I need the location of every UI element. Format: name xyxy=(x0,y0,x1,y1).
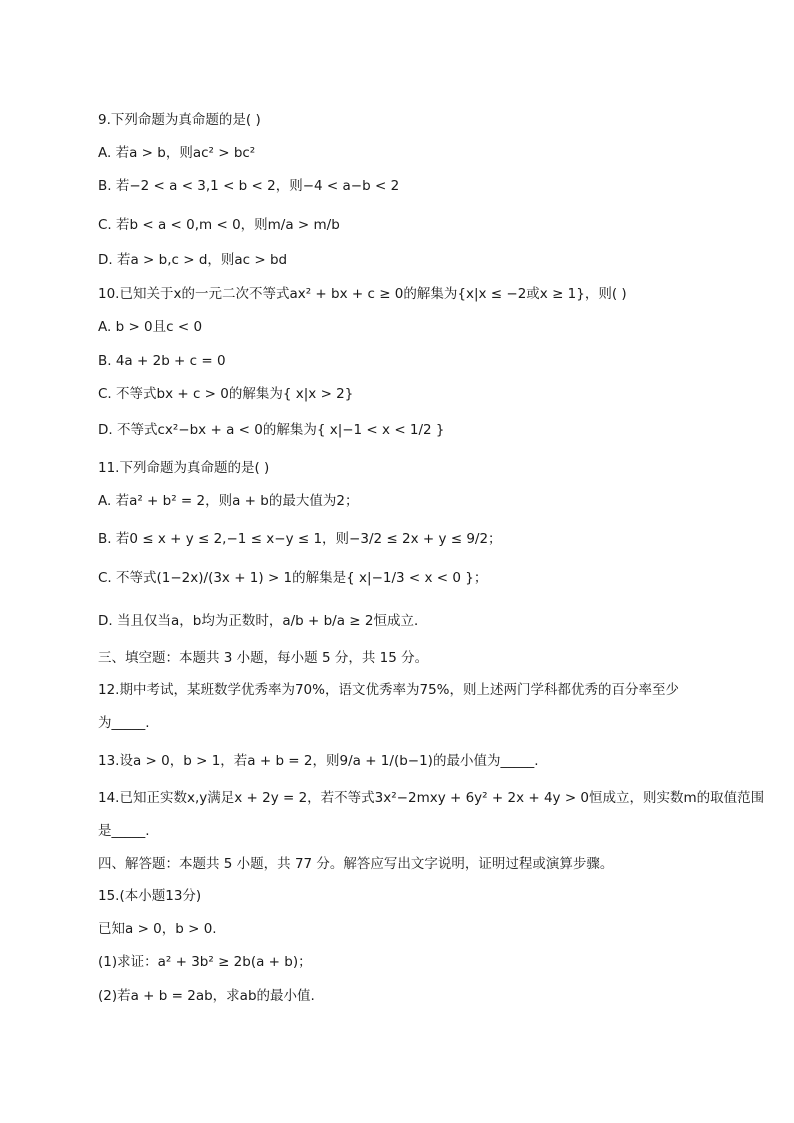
q15-part-2: (2)若a + b = 2ab，求ab的最小值. xyxy=(98,988,315,1004)
q12-line-1: 12.期中考试，某班数学优秀率为70%，语文优秀率为75%，则上述两门学科都优秀的百分率至少 xyxy=(98,682,679,698)
section-3-heading: 三、填空题：本题共 3 小题，每小题 5 分，共 15 分。 xyxy=(98,650,429,666)
q14-line-1: 14.已知正实数x,y满足x + 2y = 2，若不等式3x²−2mxy + 6y² + 2x + 4y > 0恒成立，则实数m的取值范围 xyxy=(98,790,765,806)
q11-option-a: A. 若a² + b² = 2，则a + b的最大值为2； xyxy=(98,493,359,509)
q13: 13.设a > 0，b > 1，若a + b = 2，则9/a + 1/(b−1)的最小值为_____. xyxy=(98,753,539,769)
q10-option-a: A. b > 0且c < 0 xyxy=(98,319,203,335)
q11-option-c: C. 不等式(1−2x)/(3x + 1) > 1的解集是{ x|−1/3 < x < 0 }； xyxy=(98,570,488,586)
q14-line-2: 是_____. xyxy=(98,823,150,839)
q10-stem: 10.已知关于x的一元二次不等式ax² + bx + c ≥ 0的解集为{x|x ≤ −2或x ≥ 1}，则( ) xyxy=(98,286,627,302)
q11-option-d: D. 当且仅当a，b均为正数时，a/b + b/a ≥ 2恒成立． xyxy=(98,613,428,629)
q15-part-1: (1)求证：a² + 3b² ≥ 2b(a + b)； xyxy=(98,954,312,970)
q9-stem: 9.下列命题为真命题的是( ) xyxy=(98,112,261,128)
q11-option-b: B. 若0 ≤ x + y ≤ 2,−1 ≤ x−y ≤ 1，则−3/2 ≤ 2x + y ≤ 9/2； xyxy=(98,531,502,547)
q9-option-d: D. 若a > b,c > d，则ac > bd xyxy=(98,252,288,268)
q10-option-b: B. 4a + 2b + c = 0 xyxy=(98,353,226,369)
q11-stem: 11.下列命题为真命题的是( ) xyxy=(98,460,270,476)
q15-given: 已知a > 0，b > 0. xyxy=(98,921,217,937)
section-4-heading: 四、解答题：本题共 5 小题，共 77 分。解答应写出文字说明，证明过程或演算步骤。 xyxy=(98,856,614,872)
q10-option-c: C. 不等式bx + c > 0的解集为{ x|x > 2} xyxy=(98,386,354,402)
q15-title: 15.(本小题13分) xyxy=(98,888,202,904)
q9-option-b: B. 若−2 < a < 3,1 < b < 2，则−4 < a−b < 2 xyxy=(98,178,400,194)
q9-option-c: C. 若b < a < 0,m < 0，则m/a > m/b xyxy=(98,217,340,233)
q12-line-2: 为_____. xyxy=(98,715,150,731)
q10-option-d: D. 不等式cx²−bx + a < 0的解集为{ x|−1 < x < 1/2 } xyxy=(98,422,445,438)
q9-option-a: A. 若a > b，则ac² > bc² xyxy=(98,145,256,161)
